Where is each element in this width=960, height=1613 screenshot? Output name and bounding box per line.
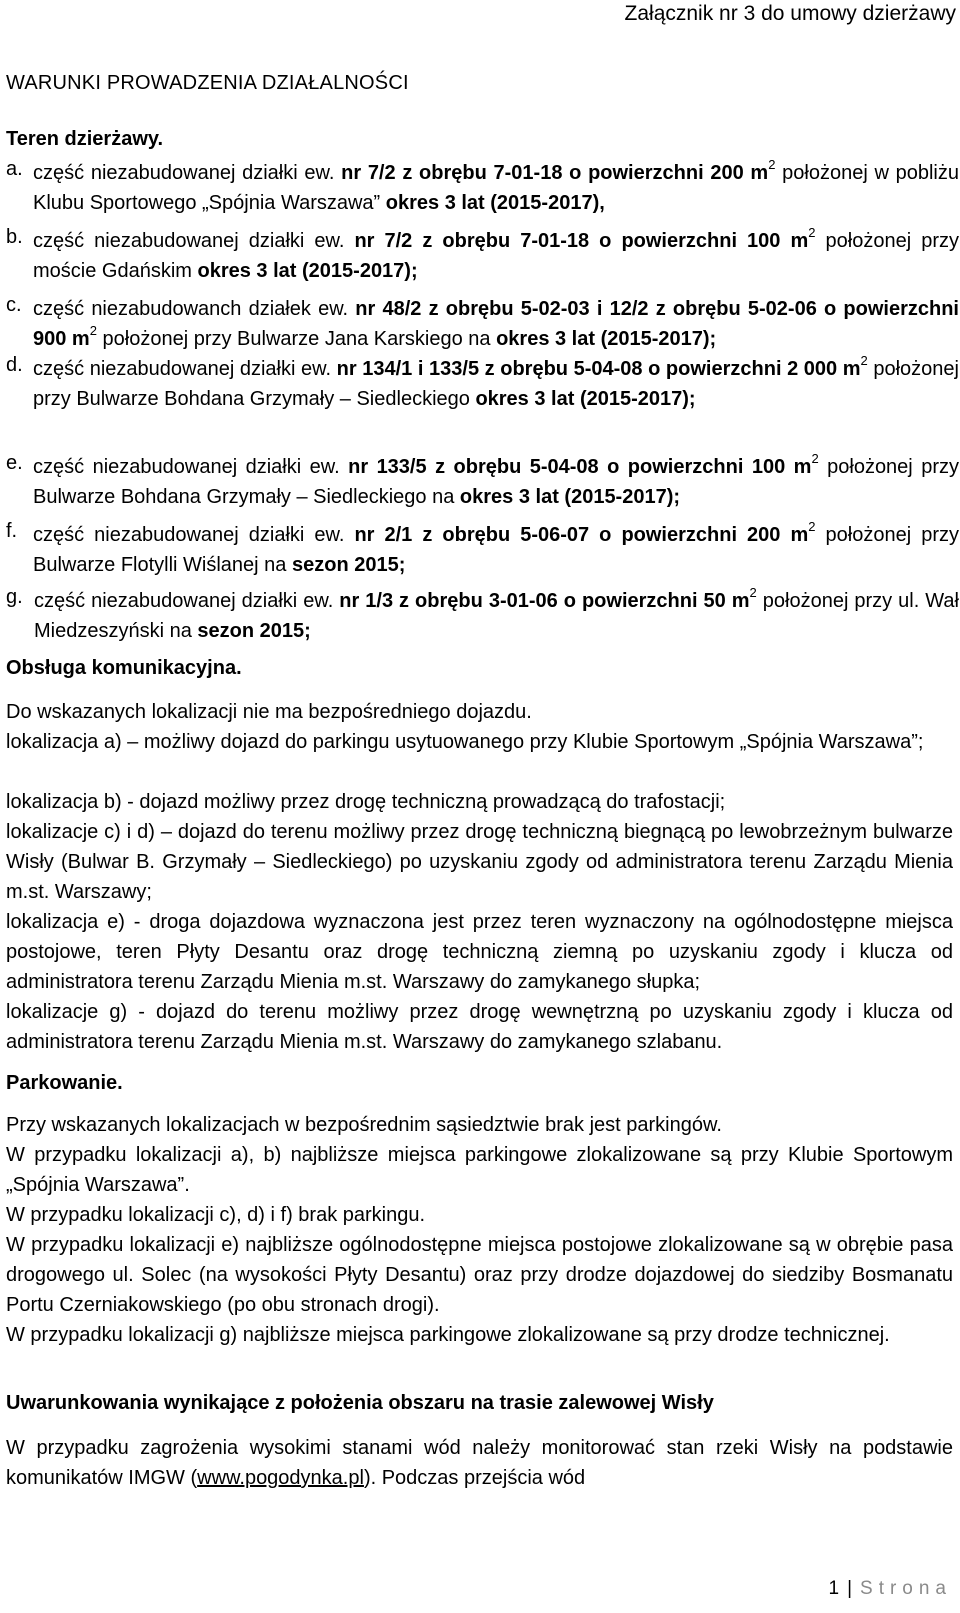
page-word: Strona bbox=[860, 1578, 952, 1599]
parkowanie-paragraph: W przypadku lokalizacji c), d) i f) brak parkingu. bbox=[6, 1204, 426, 1226]
parkowanie-paragraph: Przy wskazanych lokalizacjach w bezpośrednim sąsiedztwie brak jest parkingów. bbox=[6, 1114, 722, 1136]
komunikacja-paragraph: lokalizacje c) i d) – dojazd do terenu możliwy przez drogę techniczną biegnącą po lewobrzeżnym bulwarze Wisły (Bulwar B. Grzymały – Siedleckiego) po uzyskaniu zgody od administratora terenu Zarządu Mienia m.st. Warszawy; bbox=[6, 821, 953, 903]
parkowanie-paragraph: W przypadku lokalizacji g) najbliższe miejsca parkingowe zlokalizowane są przy drodze technicznej. bbox=[6, 1324, 890, 1346]
document-page: Załącznik nr 3 do umowy dzierżawy WARUNKI PROWADZENIA DZIAŁALNOŚCI Teren dzierżawy. a. część niezabudowanej działki ew. nr 7/2 z obrębu 7-01-18 o powierzchni 200 $m^2$ położonej w pobliżu Klubu Sportowego „Spójnia Warszawa” okres 3 lat (2015-2017), b. część niezabudowanej działki ew. nr 7/2 z obrębu 7-01-18 o powierzchni 100 $m^2$ położonej przy moście Gdańskim okres 3 lat (2015-2017); c. część niezabudowanch działek ew. nr 48/2 z obrębu 5-02-03 i 12/2 z obrębu 5-02-06 o powierzchni 900 $m^2$ położonej przy Bulwarze Jana Karskiego na okres 3 lat (2015-2017); d. część niezabudowanej działki ew. nr 134/1 i 133/5 z obrębu 5-04-08 o powierzchni 2 000 $m^2$ położonej przy Bulwarze Bohdana Grzymały – Siedleckiego okres 3 lat (2015-2017); e. część niezabudowanej działki ew. nr 133/5 z obrębu 5-04-08 o powierzchni 100 $m^2$ położonej przy Bulwarze Bohdana Grzymały – Siedleckiego na okres 3 lat (2015-2017); f. część niezabudowanej działki ew. nr 2/1 z obrębu 5-06-07 o powierzchni 200 $m^2$ położonej przy Bulwarze Flotylli Wiślanej na sezon 2015; g. część niezabudowanej działki ew. nr 1/3 z obrębu 3-01-06 o powierzchni 50 $m^2$ położonej przy ul. Wał Miedzeszyński na sezon 2015; Obsługa komunikacyjna. Do wskazanych lokalizacji nie ma bezpośredniego dojazdu. lokalizacja a) – możliwy dojazd do parkingu usytuowanego przy Klubie Sportowym „Spójnia Warszawa”; lokalizacja b) - dojazd możliwy przez drogę techniczną prowadzącą do trafostacji; lokalizacje c) i d) – dojazd do terenu możliwy przez drogę techniczną biegnącą po lewobrzeżnym bulwarze Wisły (Bulwar B. Grzymały – Siedleckiego) po uzyskaniu zgody od administratora terenu Zarządu Mienia m.st. Warszawy; lokalizacja e) - droga dojazdowa wyznaczona jest przez teren wyznaczony na ogólnodostępne miejsca postojowe, teren Płyty Desantu oraz drogę techniczną ziemną po uzyskaniu zgody i klucza od administratora terenu Zarządu Mienia m.st. Warszawy do zamykanego słupka; lokalizacje g) - dojazd do terenu możliwy przez drogę wewnętrzną po uzyskaniu zgody i klucza od administratora terenu Zarządu Mienia m.st. Warszawy do zamykanego szlabanu. Parkowanie. Przy wskazanych lokalizacjach w bezpośrednim sąsiedztwie brak jest parkingów. W przypadku lokalizacji a), b) najbliższe miejsca parkingowe zlokalizowane są przy Klubie Sportowym „Spójnia Warszawa”. W przypadku lokalizacji c), d) i f) brak parkingu. W przypadku lokalizacji e) najbliższe ogólnodostępne miejsca postojowe zlokalizowane są w obrębie pasa drogowego ul. Solec (na wysokości Płyty Desantu) oraz przy drodze dojazdowej do siedziby Bosmanatu Portu Czerniakowskiego (po obu stronach drogi). W przypadku lokalizacji g) najbliższe miejsca parkingowe zlokalizowane są przy drodze technicznej. Uwarunkowania wynikające z położenia obszaru na trasie zalewowej Wisły W przypadku zagrożenia wysokimi stanami wód należy monitorować stan rzeki Wisły na podstawie komunikatów IMGW (www.pogodynka.pl). Podczas przejścia wód 1 | Strona bbox=[6, 2, 959, 1599]
attachment-label: Załącznik nr 3 do umowy dzierżawy bbox=[624, 2, 956, 25]
komunikacja-paragraph: lokalizacja e) - droga dojazdowa wyznaczona jest przez teren wyznaczony na ogólnodostępne miejsca postojowe, teren Płyty Desantu oraz drogę techniczną ziemną po uzyskaniu zgody i klucza od administratora terenu Zarządu Mienia m.st. Warszawy do zamykanego słupka; bbox=[6, 911, 953, 993]
item-letter: b. bbox=[6, 226, 23, 248]
teren-heading: Teren dzierżawy. bbox=[6, 128, 164, 150]
komunikacja-paragraph: Do wskazanych lokalizacji nie ma bezpośredniego dojazdu. bbox=[6, 701, 532, 723]
item-letter: c. bbox=[6, 294, 22, 316]
komunikacja-paragraph: lokalizacje g) - dojazd do terenu możliwy przez drogę wewnętrzną po uzyskaniu zgody i klucza od administratora terenu Zarządu Mienia m.st. Warszawy do zamykanego szlabanu. bbox=[6, 1001, 953, 1053]
page-footer bbox=[829, 1578, 953, 1600]
parkowanie-heading: Parkowanie. bbox=[6, 1072, 123, 1094]
item-letter: d. bbox=[6, 354, 23, 376]
document-title: WARUNKI PROWADZENIA DZIAŁALNOŚCI bbox=[6, 72, 409, 94]
wisla-paragraph: W przypadku zagrożenia wysokimi stanami wód należy monitorować stan rzeki Wisły na podstawie komunikatów IMGW (www.pogodynka.pl). Podczas przejścia wód bbox=[6, 1437, 953, 1489]
footer-separator: | bbox=[847, 1578, 853, 1599]
item-letter: g. bbox=[6, 586, 23, 608]
item-letter: e. bbox=[6, 452, 23, 474]
parkowanie-paragraph: W przypadku lokalizacji a), b) najbliższe miejsca parkingowe zlokalizowane są przy Klubie Sportowym „Spójnia Warszawa”. bbox=[6, 1144, 953, 1196]
item-letter: f. bbox=[6, 520, 18, 542]
page-number: 1 bbox=[828, 1578, 840, 1599]
wisla-heading: Uwarunkowania wynikające z położenia obszaru na trasie zalewowej Wisły bbox=[6, 1392, 714, 1414]
komunikacja-heading: Obsługa komunikacyjna. bbox=[6, 657, 242, 679]
parkowanie-paragraph: W przypadku lokalizacji e) najbliższe ogólnodostępne miejsca postojowe zlokalizowane są w obrębie pasa drogowego ul. Solec (na wysokości Płyty Desantu) oraz przy drodze dojazdowej do siedziby Bosmanatu Portu Czerniakowskiego (po obu stronach drogi). bbox=[6, 1234, 953, 1316]
item-letter: a. bbox=[6, 158, 23, 180]
komunikacja-paragraph: lokalizacja b) - dojazd możliwy przez drogę techniczną prowadzącą do trafostacji; bbox=[6, 791, 726, 813]
pogodynka-link[interactable]: www.pogodynka.pl bbox=[197, 1467, 364, 1489]
komunikacja-paragraph: lokalizacja a) – możliwy dojazd do parkingu usytuowanego przy Klubie Sportowym „Spójnia Warszawa”; bbox=[6, 731, 924, 753]
